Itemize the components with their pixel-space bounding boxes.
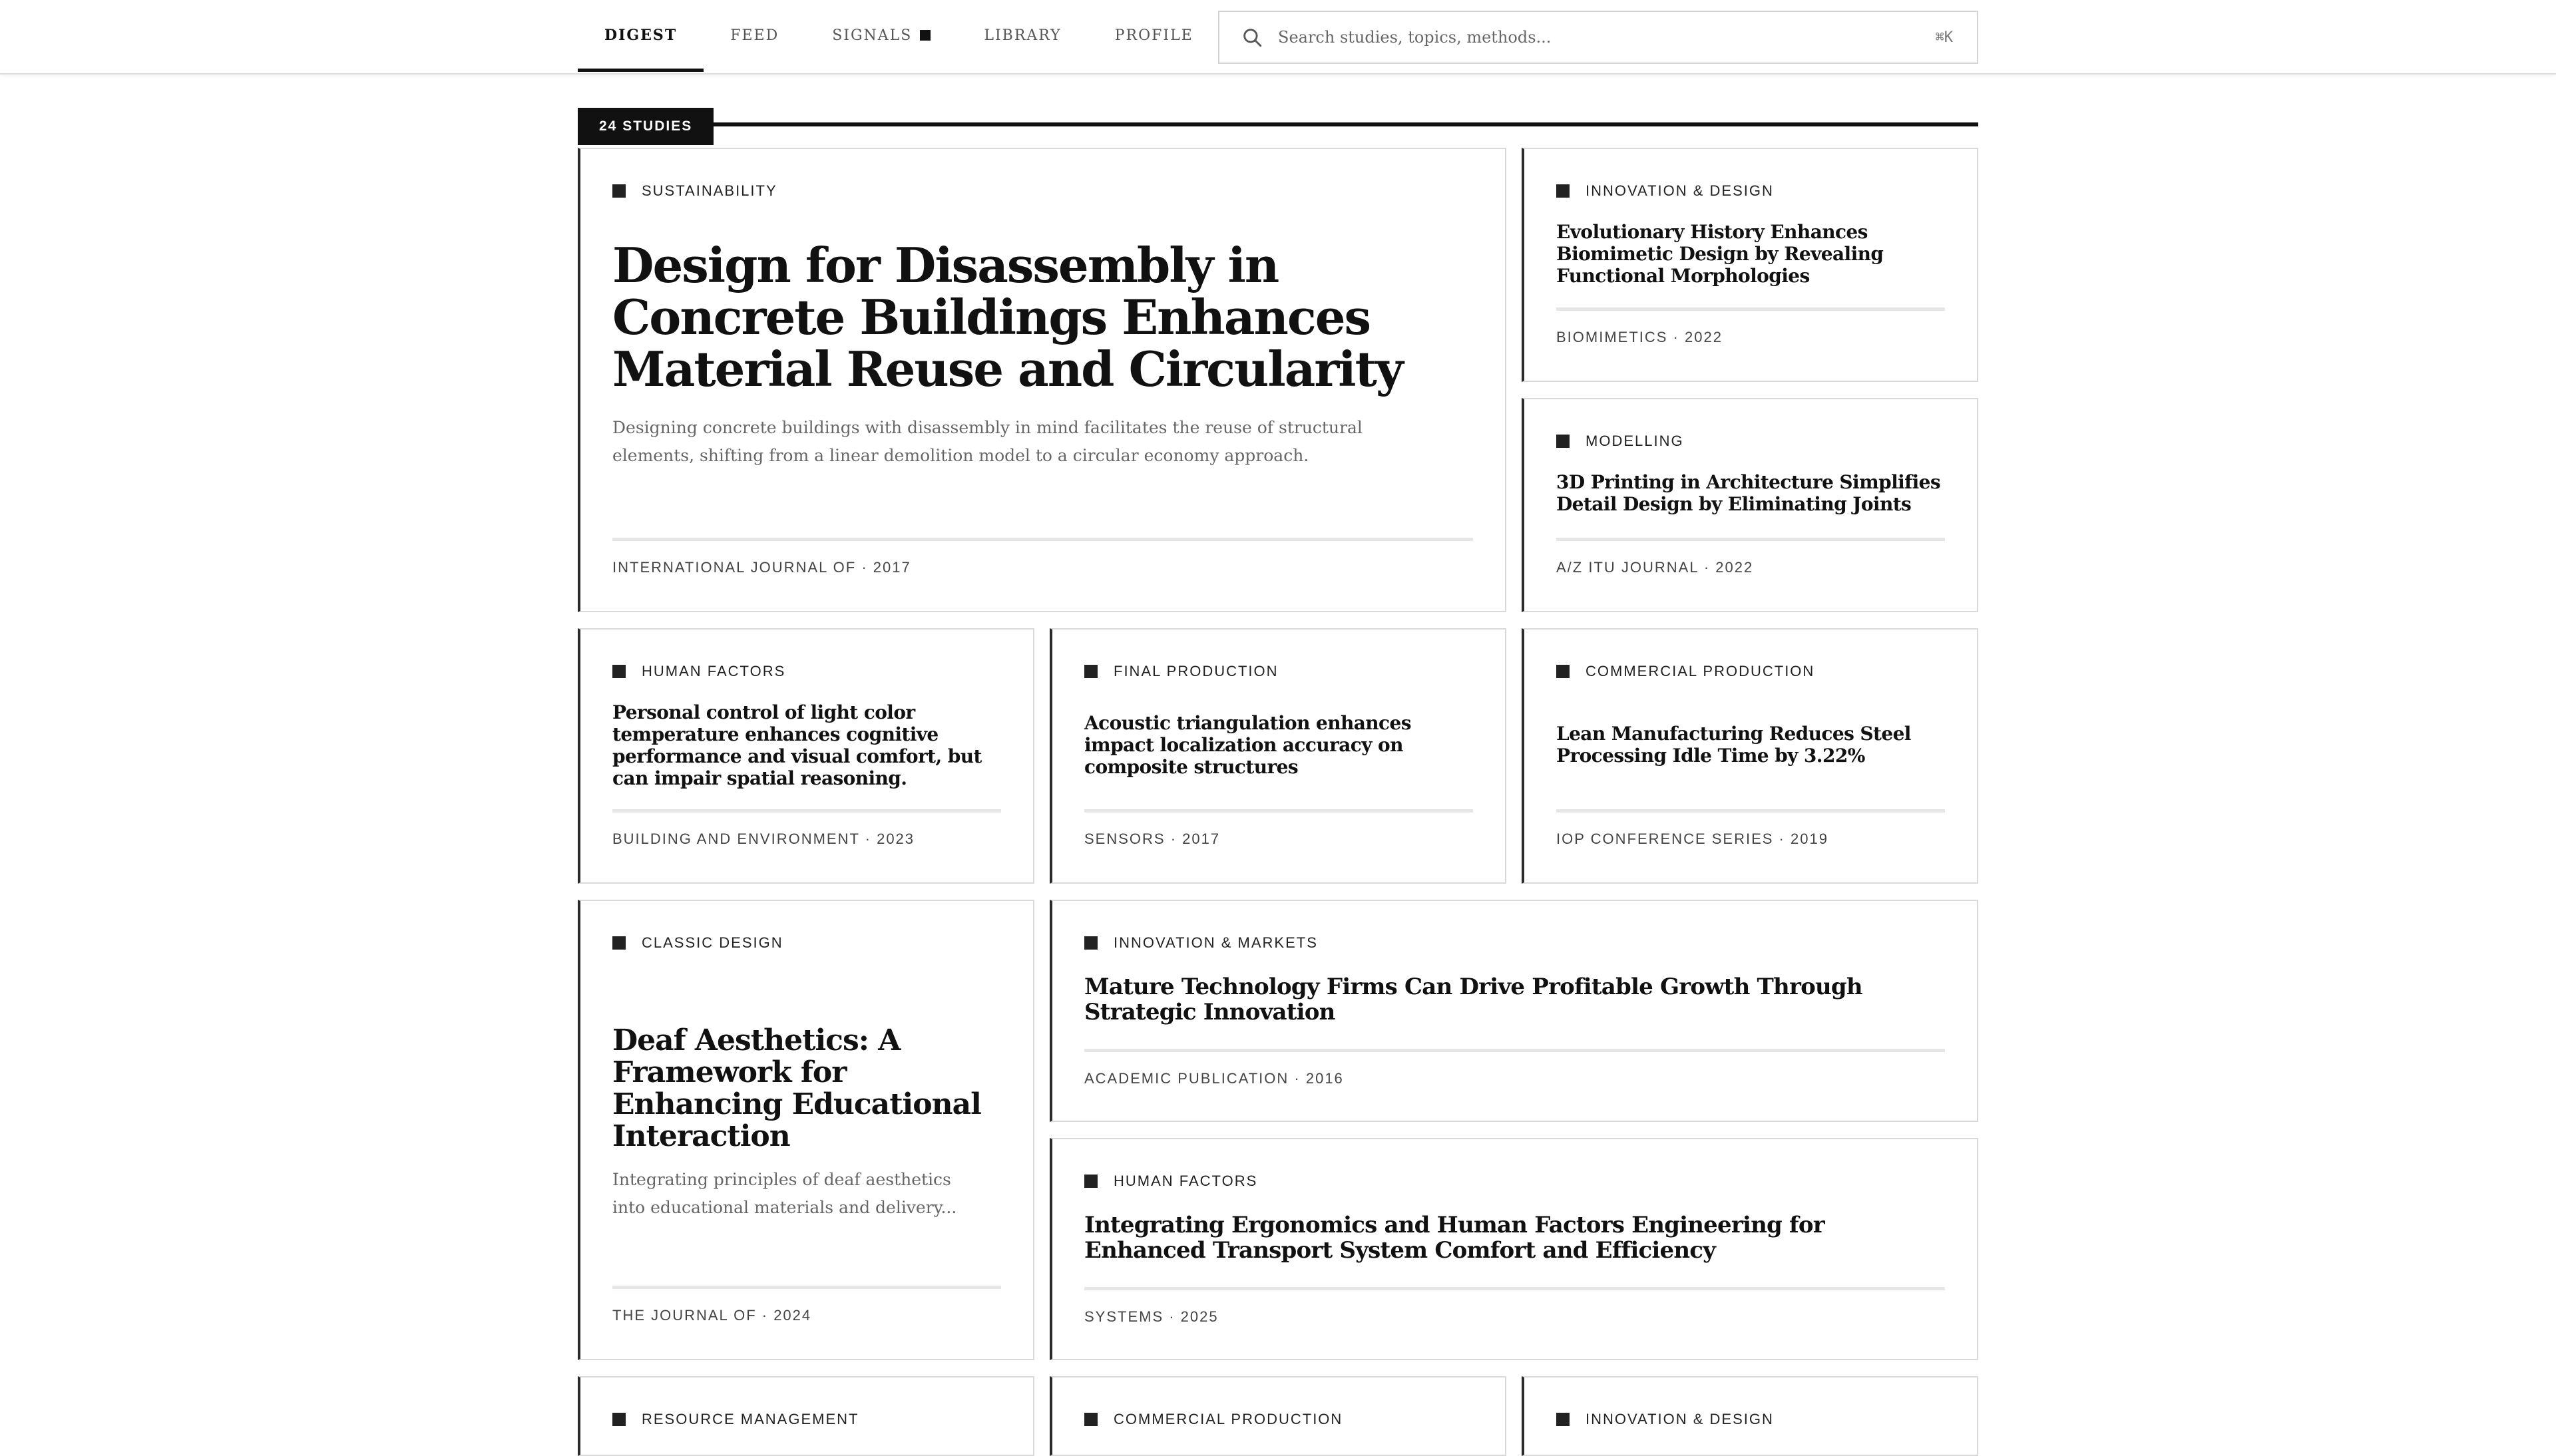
category-label: SUSTAINABILITY xyxy=(642,182,777,199)
card-meta: ACADEMIC PUBLICATION · 2016 xyxy=(1084,1070,1344,1087)
card-title[interactable]: Integrating Ergonomics and Human Factors Engineering for Enhanced Transport System Comfort and Efficiency xyxy=(1084,1212,1824,1264)
card-meta: BIOMIMETICS · 2022 xyxy=(1556,329,1723,345)
study-card[interactable] xyxy=(1050,900,1978,1122)
signals-indicator-icon xyxy=(920,30,931,41)
category-square-icon xyxy=(1556,665,1570,678)
category-label: INNOVATION & DESIGN xyxy=(1586,1411,1774,1427)
study-card[interactable] xyxy=(1522,628,1978,884)
top-navigation-bar xyxy=(0,0,2556,75)
card-meta: THE JOURNAL OF · 2024 xyxy=(612,1307,812,1324)
search-input[interactable] xyxy=(1263,17,1936,57)
card-divider xyxy=(612,1286,1001,1289)
card-divider xyxy=(612,538,1473,541)
card-divider xyxy=(1556,809,1945,813)
study-card[interactable] xyxy=(1050,628,1506,884)
section-divider xyxy=(712,122,1978,126)
card-category xyxy=(1556,661,1945,681)
category-label: INNOVATION & DESIGN xyxy=(1586,182,1774,199)
tab-profile[interactable] xyxy=(1088,0,1220,71)
studies-count-badge xyxy=(578,108,714,145)
card-meta: BUILDING AND ENVIRONMENT · 2023 xyxy=(612,830,915,847)
category-label: FINAL PRODUCTION xyxy=(1114,663,1279,679)
study-card[interactable] xyxy=(1522,1376,1978,1456)
tab-digest[interactable] xyxy=(578,0,704,71)
category-square-icon xyxy=(1084,1175,1098,1188)
card-category xyxy=(612,661,1001,681)
study-card[interactable] xyxy=(1050,1138,1978,1360)
search-icon xyxy=(1241,26,1263,49)
card-divider xyxy=(1556,538,1945,541)
card-meta: SENSORS · 2017 xyxy=(1084,830,1221,847)
card-divider xyxy=(1084,809,1473,813)
category-label: INNOVATION & MARKETS xyxy=(1114,934,1318,951)
study-card-featured[interactable] xyxy=(578,148,1506,612)
card-category xyxy=(612,181,1473,201)
studies-count-label: 24 STUDIES xyxy=(599,118,693,134)
card-divider xyxy=(612,809,1001,813)
category-label: COMMERCIAL PRODUCTION xyxy=(1586,663,1815,679)
card-category xyxy=(612,933,1001,953)
category-label: HUMAN FACTORS xyxy=(642,663,786,679)
study-card[interactable] xyxy=(1522,148,1978,382)
category-square-icon xyxy=(612,665,626,678)
card-title[interactable]: Mature Technology Firms Can Drive Profitable Growth Through Strategic Innovation xyxy=(1084,974,1862,1025)
card-category xyxy=(1556,181,1945,201)
card-category xyxy=(612,1409,1001,1429)
card-meta: INTERNATIONAL JOURNAL OF · 2017 xyxy=(612,559,911,576)
tab-library[interactable] xyxy=(957,0,1088,71)
search-box[interactable] xyxy=(1218,11,1978,64)
card-category xyxy=(1084,933,1945,953)
card-divider xyxy=(1556,307,1945,311)
category-square-icon xyxy=(1556,1413,1570,1426)
card-meta: IOP CONFERENCE SERIES · 2019 xyxy=(1556,830,1828,847)
tab-digest-label: DIGEST xyxy=(604,27,678,44)
category-label: COMMERCIAL PRODUCTION xyxy=(1114,1411,1343,1427)
card-divider xyxy=(1084,1049,1945,1052)
study-card[interactable] xyxy=(578,900,1034,1360)
search-shortcut-hint: ⌘K xyxy=(1935,29,1953,46)
card-category xyxy=(1084,1171,1945,1191)
category-square-icon xyxy=(1084,665,1098,678)
card-title[interactable]: Lean Manufacturing Reduces Steel Processing Idle Time by 3.22% xyxy=(1556,723,1911,767)
category-square-icon xyxy=(1084,936,1098,950)
study-card[interactable] xyxy=(1522,398,1978,612)
card-category xyxy=(1084,1409,1473,1429)
tab-feed[interactable] xyxy=(704,0,805,71)
tab-profile-label: PROFILE xyxy=(1114,27,1193,44)
card-category xyxy=(1084,661,1473,681)
category-square-icon xyxy=(1084,1413,1098,1426)
card-category xyxy=(1556,431,1945,451)
card-meta: A/Z ITU JOURNAL · 2022 xyxy=(1556,559,1754,576)
card-title[interactable]: Evolutionary History Enhances Biomimetic Design by Revealing Functional Morphologies xyxy=(1556,221,1884,287)
tab-signals[interactable] xyxy=(805,0,957,71)
category-square-icon xyxy=(1556,435,1570,448)
card-title[interactable]: Design for Disassembly in Concrete Buildings Enhances Material Reuse and Circularity xyxy=(612,237,1402,397)
card-title[interactable]: 3D Printing in Architecture Simplifies Detail Design by Eliminating Joints xyxy=(1556,471,1941,515)
card-title[interactable]: Acoustic triangulation enhances impact localization accuracy on composite structures xyxy=(1084,712,1411,778)
tab-library-label: LIBRARY xyxy=(984,27,1062,44)
card-title[interactable]: Deaf Aesthetics: A Framework for Enhancing Educational Interaction xyxy=(612,1023,981,1153)
study-card[interactable] xyxy=(578,1376,1034,1456)
nav-tabs xyxy=(578,0,1220,73)
category-label: CLASSIC DESIGN xyxy=(642,934,783,951)
tab-signals-label: SIGNALS xyxy=(832,27,913,44)
category-label: MODELLING xyxy=(1586,433,1684,449)
card-divider xyxy=(1084,1287,1945,1290)
category-square-icon xyxy=(612,1413,626,1426)
category-label: HUMAN FACTORS xyxy=(1114,1173,1258,1189)
card-meta: SYSTEMS · 2025 xyxy=(1084,1308,1219,1325)
card-description: Designing concrete buildings with disassembly in mind facilitates the reuse of structural elements, shifting from a linear demolition model to a circular economy approach. xyxy=(612,418,1363,465)
category-label: RESOURCE MANAGEMENT xyxy=(642,1411,859,1427)
study-card[interactable] xyxy=(1050,1376,1506,1456)
tab-feed-label: FEED xyxy=(730,27,779,44)
category-square-icon xyxy=(1556,184,1570,198)
study-card[interactable] xyxy=(578,628,1034,884)
card-description: Integrating principles of deaf aesthetics into educational materials and delivery... xyxy=(612,1170,957,1217)
card-category xyxy=(1556,1409,1945,1429)
card-title[interactable]: Personal control of light color temperature enhances cognitive performance and visual comfort, but can impair spatial reasoning. xyxy=(612,701,982,789)
category-square-icon xyxy=(612,936,626,950)
category-square-icon xyxy=(612,184,626,198)
